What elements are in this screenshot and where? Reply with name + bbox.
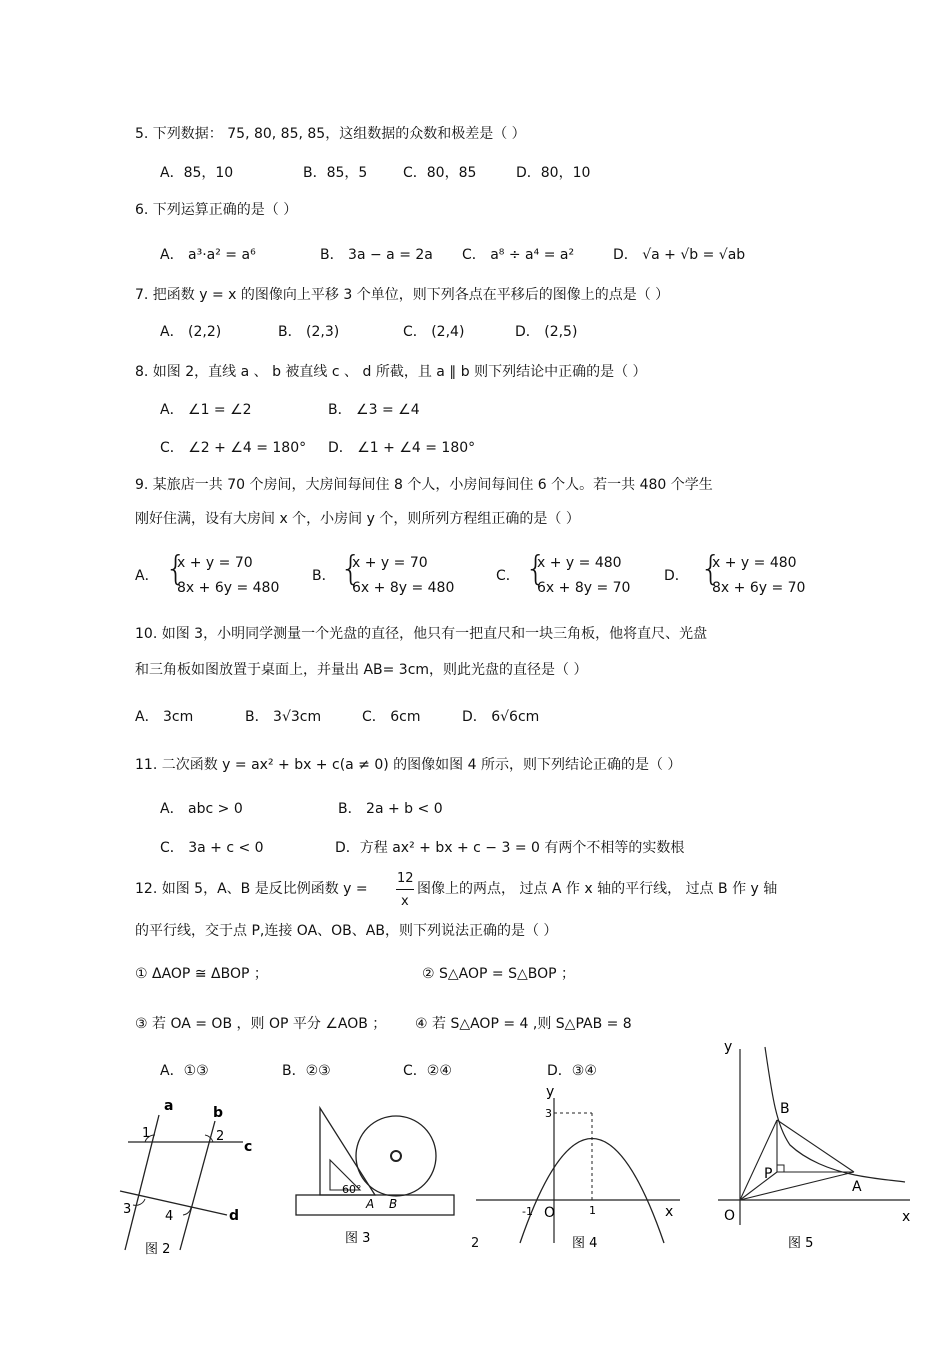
q6-option-b: B． 3a − a = 2a bbox=[320, 247, 433, 263]
q9-option-b-label: B． bbox=[312, 568, 336, 584]
q9-option-b-brace: { bbox=[340, 549, 362, 589]
fig4-tick-3: 3 bbox=[545, 1107, 552, 1120]
fig2-angle-1: 1 bbox=[142, 1126, 151, 1141]
q12-option-d: D．③④ bbox=[547, 1063, 597, 1079]
fig4-origin: O bbox=[544, 1205, 556, 1221]
q12-line1-start: 12. 如图 5，A、B 是反比例函数 y = bbox=[135, 881, 368, 897]
q7-stem: 7. 把函数 y = x 的图像向上平移 3 个单位，则下列各点在平移后的图像上的点是（ ） bbox=[135, 287, 670, 303]
figure-5 bbox=[710, 1035, 920, 1255]
q12-statement-3: ③ 若 OA = OB ，则 OP 平分 ∠AOB ； bbox=[135, 1016, 387, 1032]
fig2-caption: 图 2 bbox=[145, 1242, 171, 1257]
q9-line1: 9. 某旅店一共 70 个房间，大房间每间住 8 个人，小房间每间住 6 个人。若一共 480 个学生 bbox=[135, 477, 713, 493]
q11-option-a: A． abc > 0 bbox=[160, 801, 243, 817]
fig5-caption: 图 5 bbox=[788, 1236, 814, 1251]
q12-option-a: A．①③ bbox=[160, 1063, 209, 1079]
q9-option-c-label: C． bbox=[496, 568, 520, 584]
q5-option-c: C．80，85 bbox=[403, 165, 477, 181]
fig4-tick-1: 1 bbox=[589, 1204, 596, 1217]
fig3-angle-label: 60° bbox=[342, 1183, 362, 1196]
segment-ab bbox=[777, 1120, 854, 1172]
q9-line2: 刚好住满，设有大房间 x 个，小房间 y 个，则所列方程组正确的是（ ） bbox=[135, 511, 580, 527]
q5-option-d: D．80，10 bbox=[516, 165, 591, 181]
q12-statement-4: ④ 若 S△AOP = 4 ,则 S△PAB = 8 bbox=[415, 1016, 632, 1032]
fig5-point-a: A bbox=[852, 1179, 862, 1195]
segment-oa bbox=[740, 1172, 854, 1200]
q10-option-c: C． 6cm bbox=[362, 709, 421, 725]
figure-4 bbox=[470, 1078, 690, 1258]
q10-line2: 和三角板如图放置于桌面上，并量出 AB= 3cm，则此光盘的直径是（ ） bbox=[135, 662, 588, 678]
q6-option-d: D． √a + √b = √ab bbox=[613, 247, 746, 263]
q11-option-c: C． 3a + c < 0 bbox=[160, 840, 264, 856]
line-d bbox=[120, 1191, 227, 1215]
q7-option-a: A． (2,2) bbox=[160, 324, 222, 340]
q9-option-a-eq2: 8x + 6y = 480 bbox=[177, 580, 280, 596]
fig3-caption: 图 3 bbox=[345, 1231, 371, 1246]
q12-line2: 的平行线，交于点 P,连接 OA、OB、AB，则下列说法正确的是（ ） bbox=[135, 923, 558, 939]
q9-option-a-eq1: x + y = 70 bbox=[177, 555, 253, 571]
parabola bbox=[520, 1139, 664, 1244]
q7-option-b: B． (2,3) bbox=[278, 324, 340, 340]
q9-option-b-eq1: x + y = 70 bbox=[352, 555, 428, 571]
disc bbox=[356, 1116, 436, 1196]
q10-option-b: B． 3√3cm bbox=[245, 709, 322, 725]
q12-fraction-denominator: x bbox=[401, 894, 409, 909]
q12-statement-1: ① ΔAOP ≅ ΔBOP ； bbox=[135, 966, 268, 982]
q9-option-a-label: A． bbox=[135, 568, 159, 584]
q9-option-a-brace: { bbox=[165, 549, 187, 589]
q9-option-c-eq2: 6x + 8y = 70 bbox=[537, 580, 631, 596]
q11-stem: 11. 二次函数 y = ax² + bx + c(a ≠ 0) 的图像如图 4 所示，则下列结论正确的是（ ） bbox=[135, 757, 682, 773]
fig5-y-label: y bbox=[724, 1039, 733, 1055]
fig4-y-label: y bbox=[546, 1084, 555, 1100]
q8-stem: 8. 如图 2，直线 a 、 b 被直线 c 、 d 所截，且 a ∥ b 则下列结论中正确的是（ ） bbox=[135, 364, 647, 380]
fig2-label-a: a bbox=[164, 1098, 174, 1114]
q5-stem: 5. 下列数据： 75, 80, 85, 85，这组数据的众数和极差是（ ） bbox=[135, 126, 526, 142]
q10-option-a: A． 3cm bbox=[135, 709, 194, 725]
q5-option-a: A．85，10 bbox=[160, 165, 234, 181]
angle-3-arc bbox=[133, 1199, 145, 1205]
q12-line1-end: 图像上的两点， 过点 A 作 x 轴的平行线， 过点 B 作 y 轴 bbox=[417, 881, 778, 897]
q7-option-d: D． (2,5) bbox=[515, 324, 578, 340]
q9-option-d-label: D． bbox=[664, 568, 689, 584]
q11-option-b: B． 2a + b < 0 bbox=[338, 801, 443, 817]
q6-option-a: A． a³⋅a² = a⁶ bbox=[160, 247, 256, 263]
fig4-x-label: x bbox=[665, 1204, 674, 1220]
disc-hole bbox=[391, 1151, 401, 1161]
q8-option-b: B． ∠3 = ∠4 bbox=[328, 402, 420, 418]
q9-option-c-brace: { bbox=[525, 549, 547, 589]
fig2-angle-3: 3 bbox=[123, 1202, 132, 1217]
q9-option-d-brace: { bbox=[700, 549, 722, 589]
figure-3 bbox=[290, 1100, 460, 1250]
q12-fraction-numerator: 12 bbox=[397, 871, 414, 886]
fig5-origin: O bbox=[724, 1208, 736, 1224]
fig3-label-a: A bbox=[366, 1197, 375, 1211]
q10-line1: 10. 如图 3，小明同学测量一个光盘的直径，他只有一把直尺和一块三角板，他将直尺、光盘 bbox=[135, 626, 708, 642]
q6-stem: 6. 下列运算正确的是（ ） bbox=[135, 202, 298, 218]
q11-option-d: D．方程 ax² + bx + c − 3 = 0 有两个不相等的实数根 bbox=[335, 840, 685, 856]
line-b bbox=[180, 1121, 215, 1250]
fig2-angle-4: 4 bbox=[165, 1209, 174, 1224]
fig5-x-label: x bbox=[902, 1209, 911, 1225]
q9-option-d-eq1: x + y = 480 bbox=[712, 555, 797, 571]
q9-option-b-eq2: 6x + 8y = 480 bbox=[352, 580, 455, 596]
fig4-caption: 图 4 bbox=[572, 1236, 598, 1251]
fig3-label-b: B bbox=[389, 1197, 398, 1211]
fig2-label-b: b bbox=[213, 1105, 224, 1121]
figure-2 bbox=[115, 1095, 265, 1260]
q12-option-c: C．②④ bbox=[403, 1063, 452, 1079]
ruler bbox=[296, 1195, 454, 1215]
page-number: 2 bbox=[471, 1236, 480, 1251]
fig5-point-p: P bbox=[764, 1166, 773, 1182]
fig5-point-b: B bbox=[780, 1101, 790, 1117]
set-square-outer bbox=[320, 1108, 375, 1195]
q6-option-c: C． a⁸ ÷ a⁴ = a² bbox=[462, 247, 575, 263]
right-angle-mark bbox=[777, 1165, 784, 1172]
fig2-angle-2: 2 bbox=[216, 1129, 225, 1144]
fig4-tick-neg1: -1 bbox=[522, 1205, 533, 1218]
q8-option-d: D． ∠1 + ∠4 = 180° bbox=[328, 440, 476, 456]
q5-option-b: B．85，5 bbox=[303, 165, 368, 181]
q12-fraction-bar bbox=[396, 889, 414, 890]
q12-statement-2: ② S△AOP = S△BOP ； bbox=[422, 966, 576, 982]
q12-option-b: B．②③ bbox=[282, 1063, 331, 1079]
q9-option-d-eq2: 8x + 6y = 70 bbox=[712, 580, 806, 596]
q7-option-c: C． (2,4) bbox=[403, 324, 465, 340]
q9-option-c-eq1: x + y = 480 bbox=[537, 555, 622, 571]
fig2-label-c: c bbox=[244, 1139, 253, 1155]
q10-option-d: D． 6√6cm bbox=[462, 709, 540, 725]
segment-ob bbox=[740, 1120, 777, 1200]
q8-option-a: A． ∠1 = ∠2 bbox=[160, 402, 252, 418]
fig2-label-d: d bbox=[229, 1208, 240, 1224]
q8-option-c: C． ∠2 + ∠4 = 180° bbox=[160, 440, 307, 456]
